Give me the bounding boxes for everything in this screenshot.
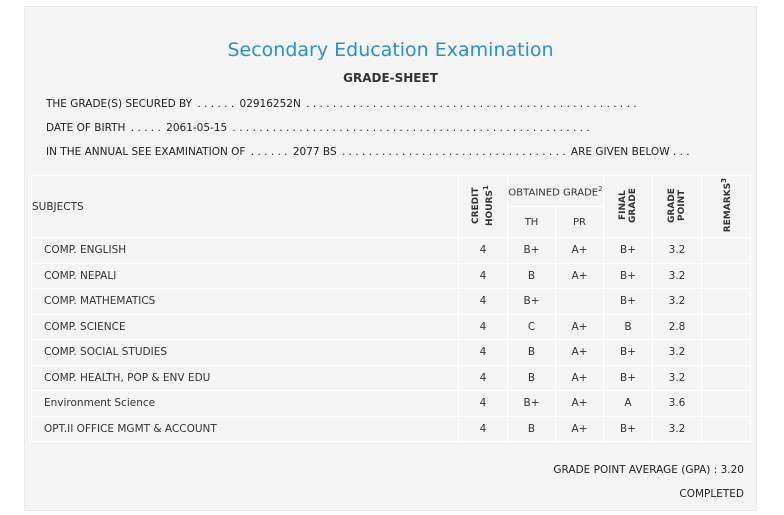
grade-point: 2.8 bbox=[653, 314, 702, 340]
subject-name: OPT.II OFFICE MGMT & ACCOUNT bbox=[32, 416, 459, 442]
theory-header: TH bbox=[508, 207, 556, 238]
subject-name: COMP. SCIENCE bbox=[32, 314, 459, 340]
practical-grade: A+ bbox=[556, 263, 604, 289]
theory-grade: B bbox=[508, 365, 556, 391]
credit-hours: 4 bbox=[459, 416, 508, 442]
remarks bbox=[702, 416, 751, 442]
exam-line bbox=[46, 146, 690, 158]
dots: . . . . . . . . . . . . . . . . . . . . . . . . . . . . . . . . . . bbox=[341, 146, 566, 158]
grade-sheet bbox=[24, 6, 757, 511]
practical-grade: A+ bbox=[556, 238, 604, 264]
practical-grade: A+ bbox=[556, 416, 604, 442]
subject-name: COMP. SOCIAL STUDIES bbox=[32, 340, 459, 366]
theory-grade: B bbox=[508, 263, 556, 289]
final-grade: B+ bbox=[604, 238, 653, 264]
practical-grade bbox=[556, 289, 604, 315]
credit-hours: 4 bbox=[459, 365, 508, 391]
dob-label: DATE OF BIRTH bbox=[46, 122, 126, 134]
gpa-summary: GRADE POINT AVERAGE (GPA) : 3.20 bbox=[553, 464, 744, 476]
dots: . . . . . bbox=[130, 122, 161, 134]
credit-hours: 4 bbox=[459, 314, 508, 340]
remarks bbox=[702, 289, 751, 315]
theory-grade: C bbox=[508, 314, 556, 340]
subject-name: Environment Science bbox=[32, 391, 459, 417]
final-grade-header: FINAL GRADE bbox=[604, 176, 653, 238]
dob-value: 2061-05-15 bbox=[166, 122, 228, 134]
exam-year: 2077 BS bbox=[292, 146, 337, 158]
remarks bbox=[702, 314, 751, 340]
practical-grade: A+ bbox=[556, 340, 604, 366]
grade-point-header: GRADE POINT bbox=[653, 176, 702, 238]
final-grade: A bbox=[604, 391, 653, 417]
theory-grade: B+ bbox=[508, 391, 556, 417]
result-status: COMPLETED bbox=[679, 488, 744, 500]
subject-name: COMP. ENGLISH bbox=[32, 238, 459, 264]
subject-name: COMP. NEPALI bbox=[32, 263, 459, 289]
final-grade: B+ bbox=[604, 416, 653, 442]
exam-suffix: ARE GIVEN BELOW . . . bbox=[570, 146, 690, 158]
grade-point: 3.2 bbox=[653, 263, 702, 289]
table-row bbox=[32, 289, 751, 315]
dots: . . . . . . bbox=[197, 98, 235, 110]
remarks bbox=[702, 340, 751, 366]
credit-hours: 4 bbox=[459, 391, 508, 417]
practical-grade: A+ bbox=[556, 314, 604, 340]
credit-hours-header: CREDIT HOURS$^1$ bbox=[459, 176, 508, 238]
symbol-number: 02916252N bbox=[239, 98, 301, 110]
grade-point: 3.6 bbox=[653, 391, 702, 417]
theory-grade: B bbox=[508, 416, 556, 442]
grade-point: 3.2 bbox=[653, 365, 702, 391]
subject-name: COMP. MATHEMATICS bbox=[32, 289, 459, 315]
credit-hours: 4 bbox=[459, 263, 508, 289]
final-grade: B+ bbox=[604, 289, 653, 315]
remarks bbox=[702, 263, 751, 289]
dots: . . . . . . . . . . . . . . . . . . . . . . . . . . . . . . . . . . . . . . . . . . . . . . . . . . . . . . bbox=[232, 122, 590, 134]
obtained-grade-header: OBTAINED GRADE$^2$ bbox=[508, 176, 604, 207]
grade-point: 3.2 bbox=[653, 340, 702, 366]
credit-hours: 4 bbox=[459, 238, 508, 264]
dob-line bbox=[46, 122, 592, 134]
table-row bbox=[32, 416, 751, 442]
remarks bbox=[702, 238, 751, 264]
grade-point: 3.2 bbox=[653, 416, 702, 442]
practical-header: PR bbox=[556, 207, 604, 238]
grades-table bbox=[31, 175, 751, 442]
final-grade: B+ bbox=[604, 365, 653, 391]
remarks bbox=[702, 391, 751, 417]
final-grade: B+ bbox=[604, 263, 653, 289]
secured-by-line bbox=[46, 98, 639, 110]
theory-grade: B bbox=[508, 340, 556, 366]
table-row bbox=[32, 365, 751, 391]
final-grade: B bbox=[604, 314, 653, 340]
subject-name: COMP. HEALTH, POP & ENV EDU bbox=[32, 365, 459, 391]
sheet-subtitle: GRADE-SHEET bbox=[343, 71, 438, 85]
table-row bbox=[32, 314, 751, 340]
theory-grade: B+ bbox=[508, 238, 556, 264]
exam-label: IN THE ANNUAL SEE EXAMINATION OF bbox=[46, 146, 246, 158]
table-row bbox=[32, 340, 751, 366]
dots: . . . . . . bbox=[250, 146, 288, 158]
secured-label: THE GRADE(S) SECURED BY bbox=[46, 98, 193, 110]
practical-grade: A+ bbox=[556, 365, 604, 391]
subjects-header: SUBJECTS bbox=[32, 176, 459, 238]
final-grade: B+ bbox=[604, 340, 653, 366]
credit-hours: 4 bbox=[459, 340, 508, 366]
remarks-header: REMARKS$^3$ bbox=[702, 176, 751, 238]
dots: . . . . . . . . . . . . . . . . . . . . . . . . . . . . . . . . . . . . . . . . . . . . . . . . . . bbox=[306, 98, 637, 110]
grade-point: 3.2 bbox=[653, 289, 702, 315]
theory-grade: B+ bbox=[508, 289, 556, 315]
table-row bbox=[32, 238, 751, 264]
table-row bbox=[32, 391, 751, 417]
exam-title: Secondary Education Examination bbox=[227, 39, 554, 61]
credit-hours: 4 bbox=[459, 289, 508, 315]
remarks bbox=[702, 365, 751, 391]
table-row bbox=[32, 263, 751, 289]
grade-point: 3.2 bbox=[653, 238, 702, 264]
practical-grade: A+ bbox=[556, 391, 604, 417]
